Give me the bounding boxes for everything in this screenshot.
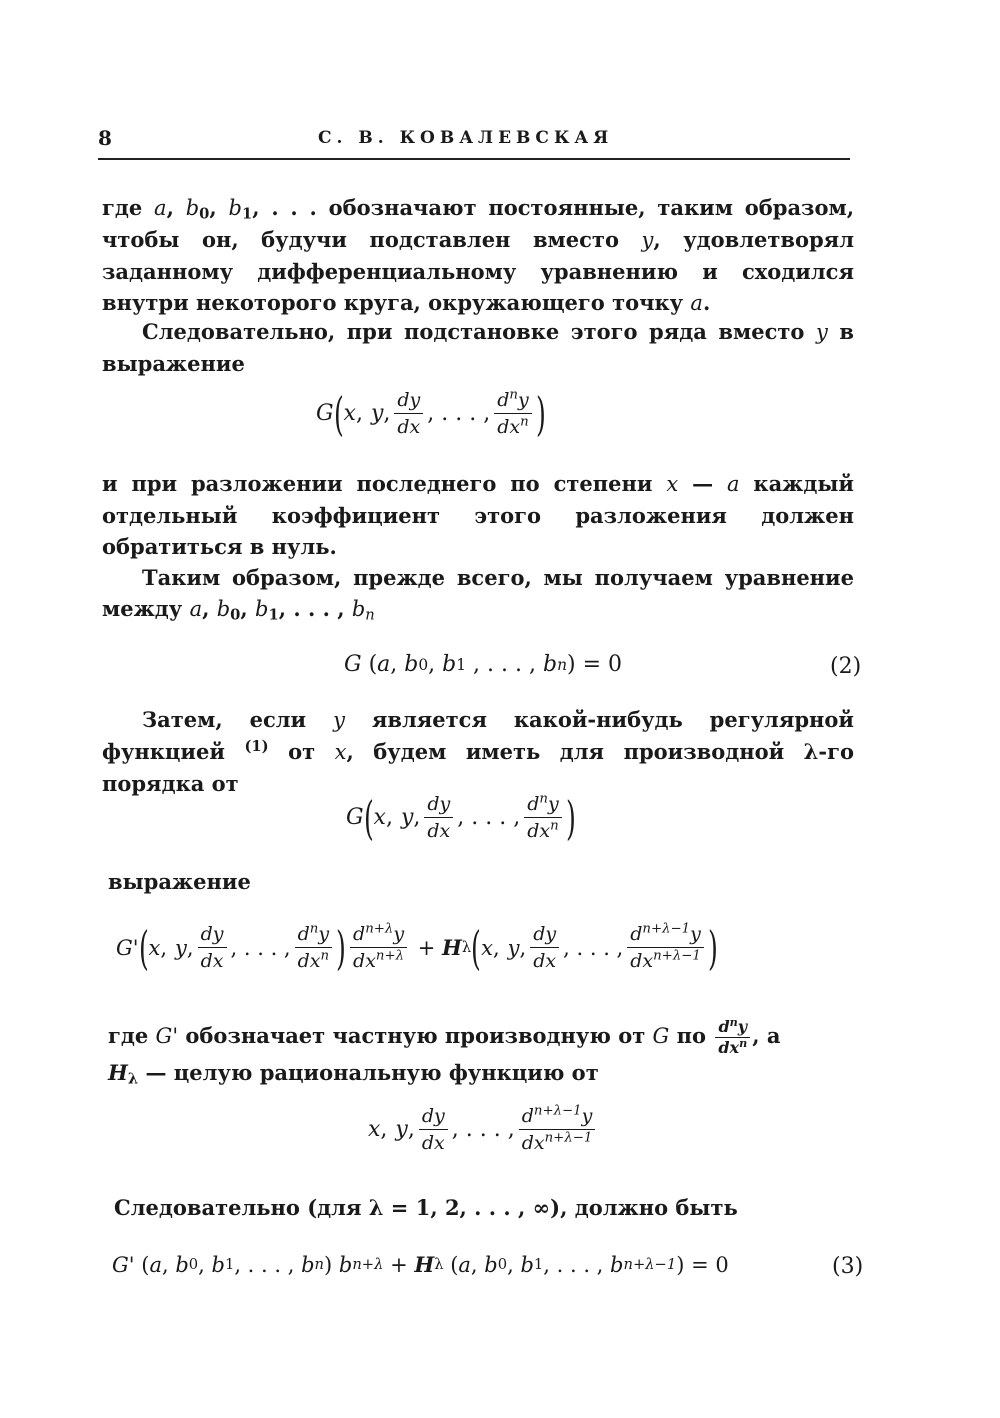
equation-G-2: G ( x , y , $\frac{dy}{dx}$ , . . . , $\frac{d^ny}{dx^n}$ ) bbox=[346, 790, 576, 845]
text: и при разложении последнего по степени bbox=[102, 471, 653, 496]
text: Следовательно (для λ = 1, 2, . . . , ∞), должно быть bbox=[114, 1195, 738, 1220]
text: Затем, если bbox=[142, 707, 307, 732]
paragraph-4: Таким образом, прежде всего, мы получаем уравнение между a, $b_0$, $b_1$, . . . , $b_n$ bbox=[102, 565, 854, 624]
text: от bbox=[288, 739, 316, 764]
text: где bbox=[102, 195, 143, 220]
page-number: 8 bbox=[98, 126, 112, 150]
text: где bbox=[108, 1023, 149, 1048]
header-rule bbox=[98, 158, 850, 160]
text: в выражение bbox=[102, 319, 854, 376]
paragraph-6 bbox=[108, 866, 860, 897]
text: будем иметь для производной bbox=[373, 739, 785, 764]
paragraph-5: Затем, если y является какой-нибудь регулярной функцией $^{(1)}$ от x, будем иметь для производной λ-го порядка от bbox=[102, 707, 854, 796]
text: обозначает частную производную от bbox=[185, 1023, 646, 1048]
text: выражение bbox=[108, 869, 251, 894]
text: является какой-нибудь регулярной функцией bbox=[102, 707, 854, 764]
text: а bbox=[766, 1023, 781, 1048]
text: обозначают постоянные, таким образом, чтобы он, будучи подставлен вместо bbox=[102, 195, 855, 252]
text: удовлетворял заданному дифференциальному уравнению и сходился внутри некоторого круга, окружающего точку bbox=[102, 227, 855, 315]
equation-arguments: x , y , $\frac{dy}{dx}$ , . . . , $\frac{d^{n+\lambda-1}y}{dx^{n+\lambda-1}}$ bbox=[368, 1104, 599, 1155]
equation-G-1: G ( x , y , $\frac{dy}{dx}$ , . . . , $\frac{d^ny}{dx^n}$ ) bbox=[316, 386, 546, 441]
equation-3: G' ( a , b 0 , b 1 , . . . , b n ) b n+λ + H λ ( a , b 0 , b 1 , . . . , b n+λ−1 ) = 0 bbox=[112, 1252, 729, 1277]
equation-number-2: (2) bbox=[830, 654, 862, 679]
paragraph-8 bbox=[114, 1192, 866, 1223]
equation-G-prime-H: G' ( x , y , $\frac{dy}{dx}$ , . . . , $\frac{d^ny}{dx^n}$ ) $\frac{d^{n+\lambda}y}{dx^{n+\lambda}}$ + H λ ( x , y , $\frac{dy}{dx}$ , . . . , $\frac{d^{n+\lambda-1}y}{dx^{n+\lambda-1}}$ ) bbox=[116, 920, 718, 975]
paragraph-3: и при разложении последнего по степени x — a каждый отдельный коэффициент этого разложения должен обратиться в нуль. bbox=[102, 471, 855, 559]
running-title: С. В. КОВАЛЕВСКАЯ bbox=[318, 128, 614, 148]
text: каждый отдельный коэффициент этого разложения должен обратиться в нуль. bbox=[102, 471, 855, 559]
paragraph-1: где a, $b_0$, $b_1$, . . . обозначают постоянные, таким образом, чтобы он, будучи подставлен вместо y, удовлетворял заданному дифференциальному уравнению и сходился внутри некоторого круга, окружающего точку a. bbox=[102, 195, 855, 315]
text: Таким образом, прежде всего, мы получаем уравнение между bbox=[102, 565, 854, 621]
text: Следовательно, при подстановке этого ряда вместо bbox=[142, 319, 805, 344]
equation-number-3: (3) bbox=[832, 1254, 864, 1279]
text: по bbox=[676, 1023, 707, 1048]
equation-2: G ( a , b 0 , b 1 , . . . , b n ) = 0 bbox=[344, 652, 623, 677]
paragraph-7: где G' обозначает частную производную от G по $\frac{d^ny}{dx^n}$ , а $H_\lambda$ — целую рациональную функцию от bbox=[108, 1014, 781, 1088]
footnote-marker: (1) bbox=[244, 737, 269, 755]
text: — целую рациональную функцию от bbox=[145, 1060, 599, 1085]
text: -го порядка от bbox=[102, 739, 854, 796]
paragraph-2: Следовательно, при подстановке этого ряда вместо y в выражение bbox=[102, 319, 854, 376]
